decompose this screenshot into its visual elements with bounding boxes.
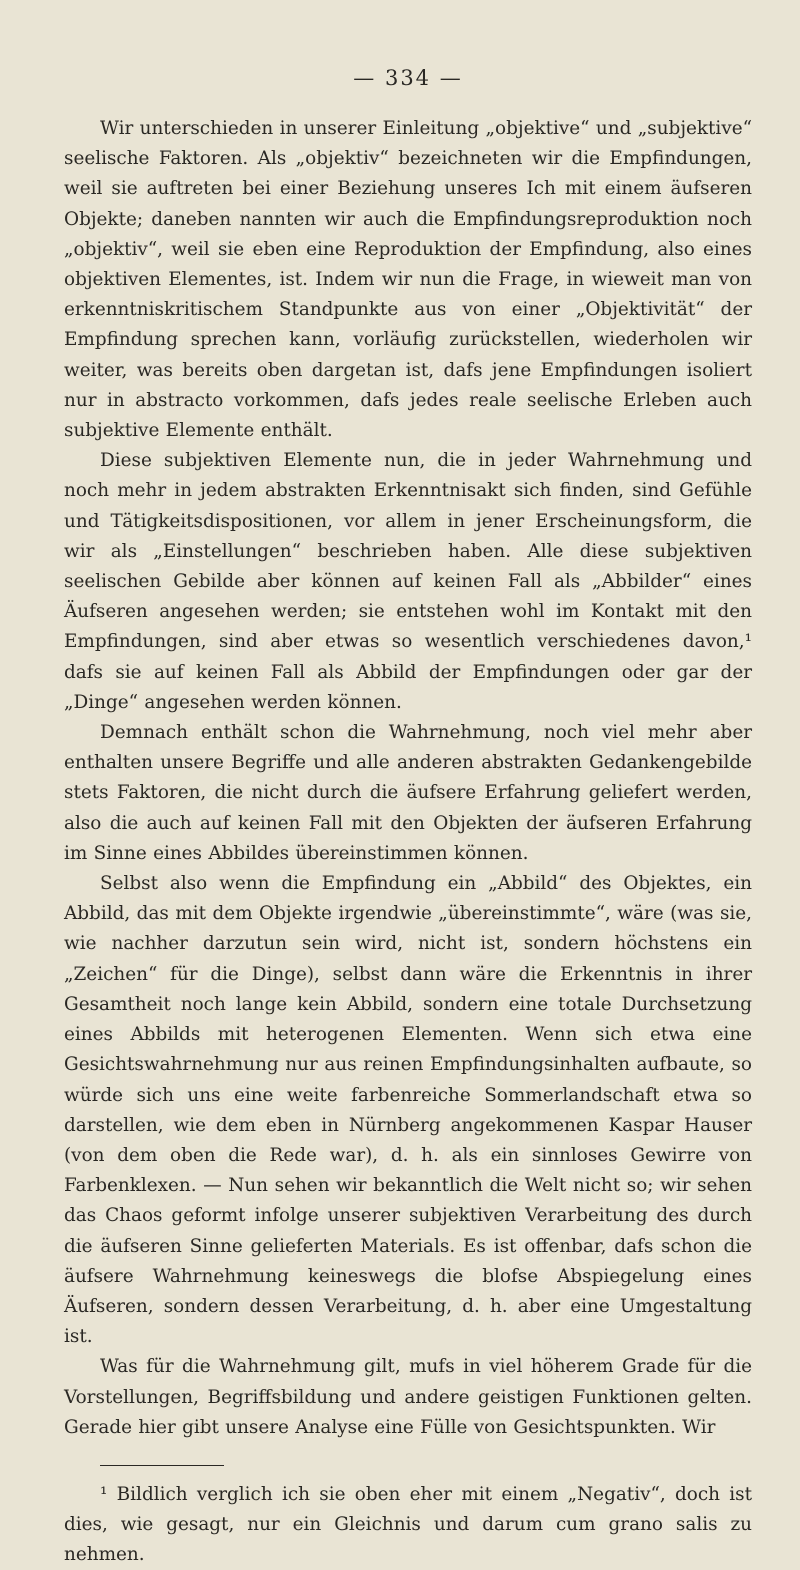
paragraph-5: Was für die Wahrnehmung gilt, mufs in viel höherem Grade für die Vorstellungen, Begriffsbildung und andere geistigen Funktionen gelten. Gerade hier gibt unsere Analyse eine Fülle von Gesichtspunkten. Wir [64, 1356, 752, 1438]
page-number: — 334 — [353, 66, 463, 90]
paragraph-4: Selbst also wenn die Empfindung ein „Abbild“ des Objektes, ein Abbild, das mit dem Objekte irgendwie „übereinstimmte“, wäre (was sie, wie nachher darzutun sein wird, nicht ist, sondern höchstens ein „Zeichen“ für die Dinge), selbst dann wäre die Erkenntnis in ihrer Gesamtheit noch lange kein Abbild, sondern eine totale Durchsetzung eines Abbilds mit heterogenen Elementen. Wenn sich etwa eine Gesichtswahrnehmung nur aus reinen Empfindungsinhalten aufbaute, so würde sich uns eine weite farbenreiche Sommerlandschaft etwa so darstellen, wie dem eben in Nürnberg angekommenen Kaspar Hauser (von dem oben die Rede war), d. h. als ein sinnloses Gewirre von Farbenklexen. — Nun sehen wir bekanntlich die Welt nicht so; wir sehen das Chaos geformt infolge unserer subjektiven Verarbeitung des durch die äufseren Sinne gelieferten Materials. Es ist offenbar, dafs schon die äufsere Wahrnehmung keineswegs die blofse Abspiegelung eines Äufseren, sondern dessen Verarbeitung, d. h. aber eine Umgestaltung ist. [64, 873, 752, 1348]
paragraph-1: Wir unterschieden in unserer Einleitung „objektive“ und „subjektive“ seelische Faktoren. Als „objektiv“ bezeichneten wir die Empfindungen, weil sie auftreten bei einer Beziehung unseres Ich mit einem äufseren Objekte; daneben nannten wir auch die Empfindungsreproduktion noch „objektiv“, weil sie eben eine Reproduktion der Empfindung, also eines objektiven Elementes, ist. Indem wir nun die Frage, in wieweit man von erkenntniskritischem Standpunkte aus von einer „Objektivität“ der Empfindung sprechen kann, vorläufig zurückstellen, wiederholen wir weiter, was bereits oben dargetan ist, dafs jene Empfindungen isoliert nur in abstracto vorkommen, dafs jedes reale seelische Erleben auch subjektive Elemente enthält. [64, 118, 752, 442]
footnote-divider [100, 1465, 224, 1466]
paragraph-2: Diese subjektiven Elemente nun, die in jeder Wahrnehmung und noch mehr in jedem abstrakten Erkenntnisakt sich finden, sind Gefühle und Tätigkeitsdispositionen, vor allem in jener Erscheinungsform, die wir als „Einstellungen“ beschrieben haben. Alle diese subjektiven seelischen Gebilde aber können auf keinen Fall als „Abbilder“ eines Äufseren angesehen werden; sie entstehen wohl im Kontakt mit den Empfindungen, sind aber etwas so wesentlich verschiedenes davon,¹ dafs sie auf keinen Fall als Abbild der Empfindungen oder gar der „Dinge“ angesehen werden können. [64, 450, 752, 713]
footnote [64, 1480, 752, 1570]
paragraph-3: Demnach enthält schon die Wahrnehmung, noch viel mehr aber enthalten unsere Begriffe und alle anderen abstrakten Gedankengebilde stets Faktoren, die nicht durch die äufsere Erfahrung geliefert werden, also die auch auf keinen Fall mit den Objekten der äufseren Erfahrung im Sinne eines Abbildes übereinstimmen können. [64, 722, 752, 864]
footnote-text: ¹ Bildlich verglich ich sie oben eher mit einem „Negativ“, doch ist dies, wie gesagt, nur ein Gleichnis und darum cum grano salis zu nehmen. [64, 1483, 752, 1565]
body-text [64, 114, 752, 1443]
